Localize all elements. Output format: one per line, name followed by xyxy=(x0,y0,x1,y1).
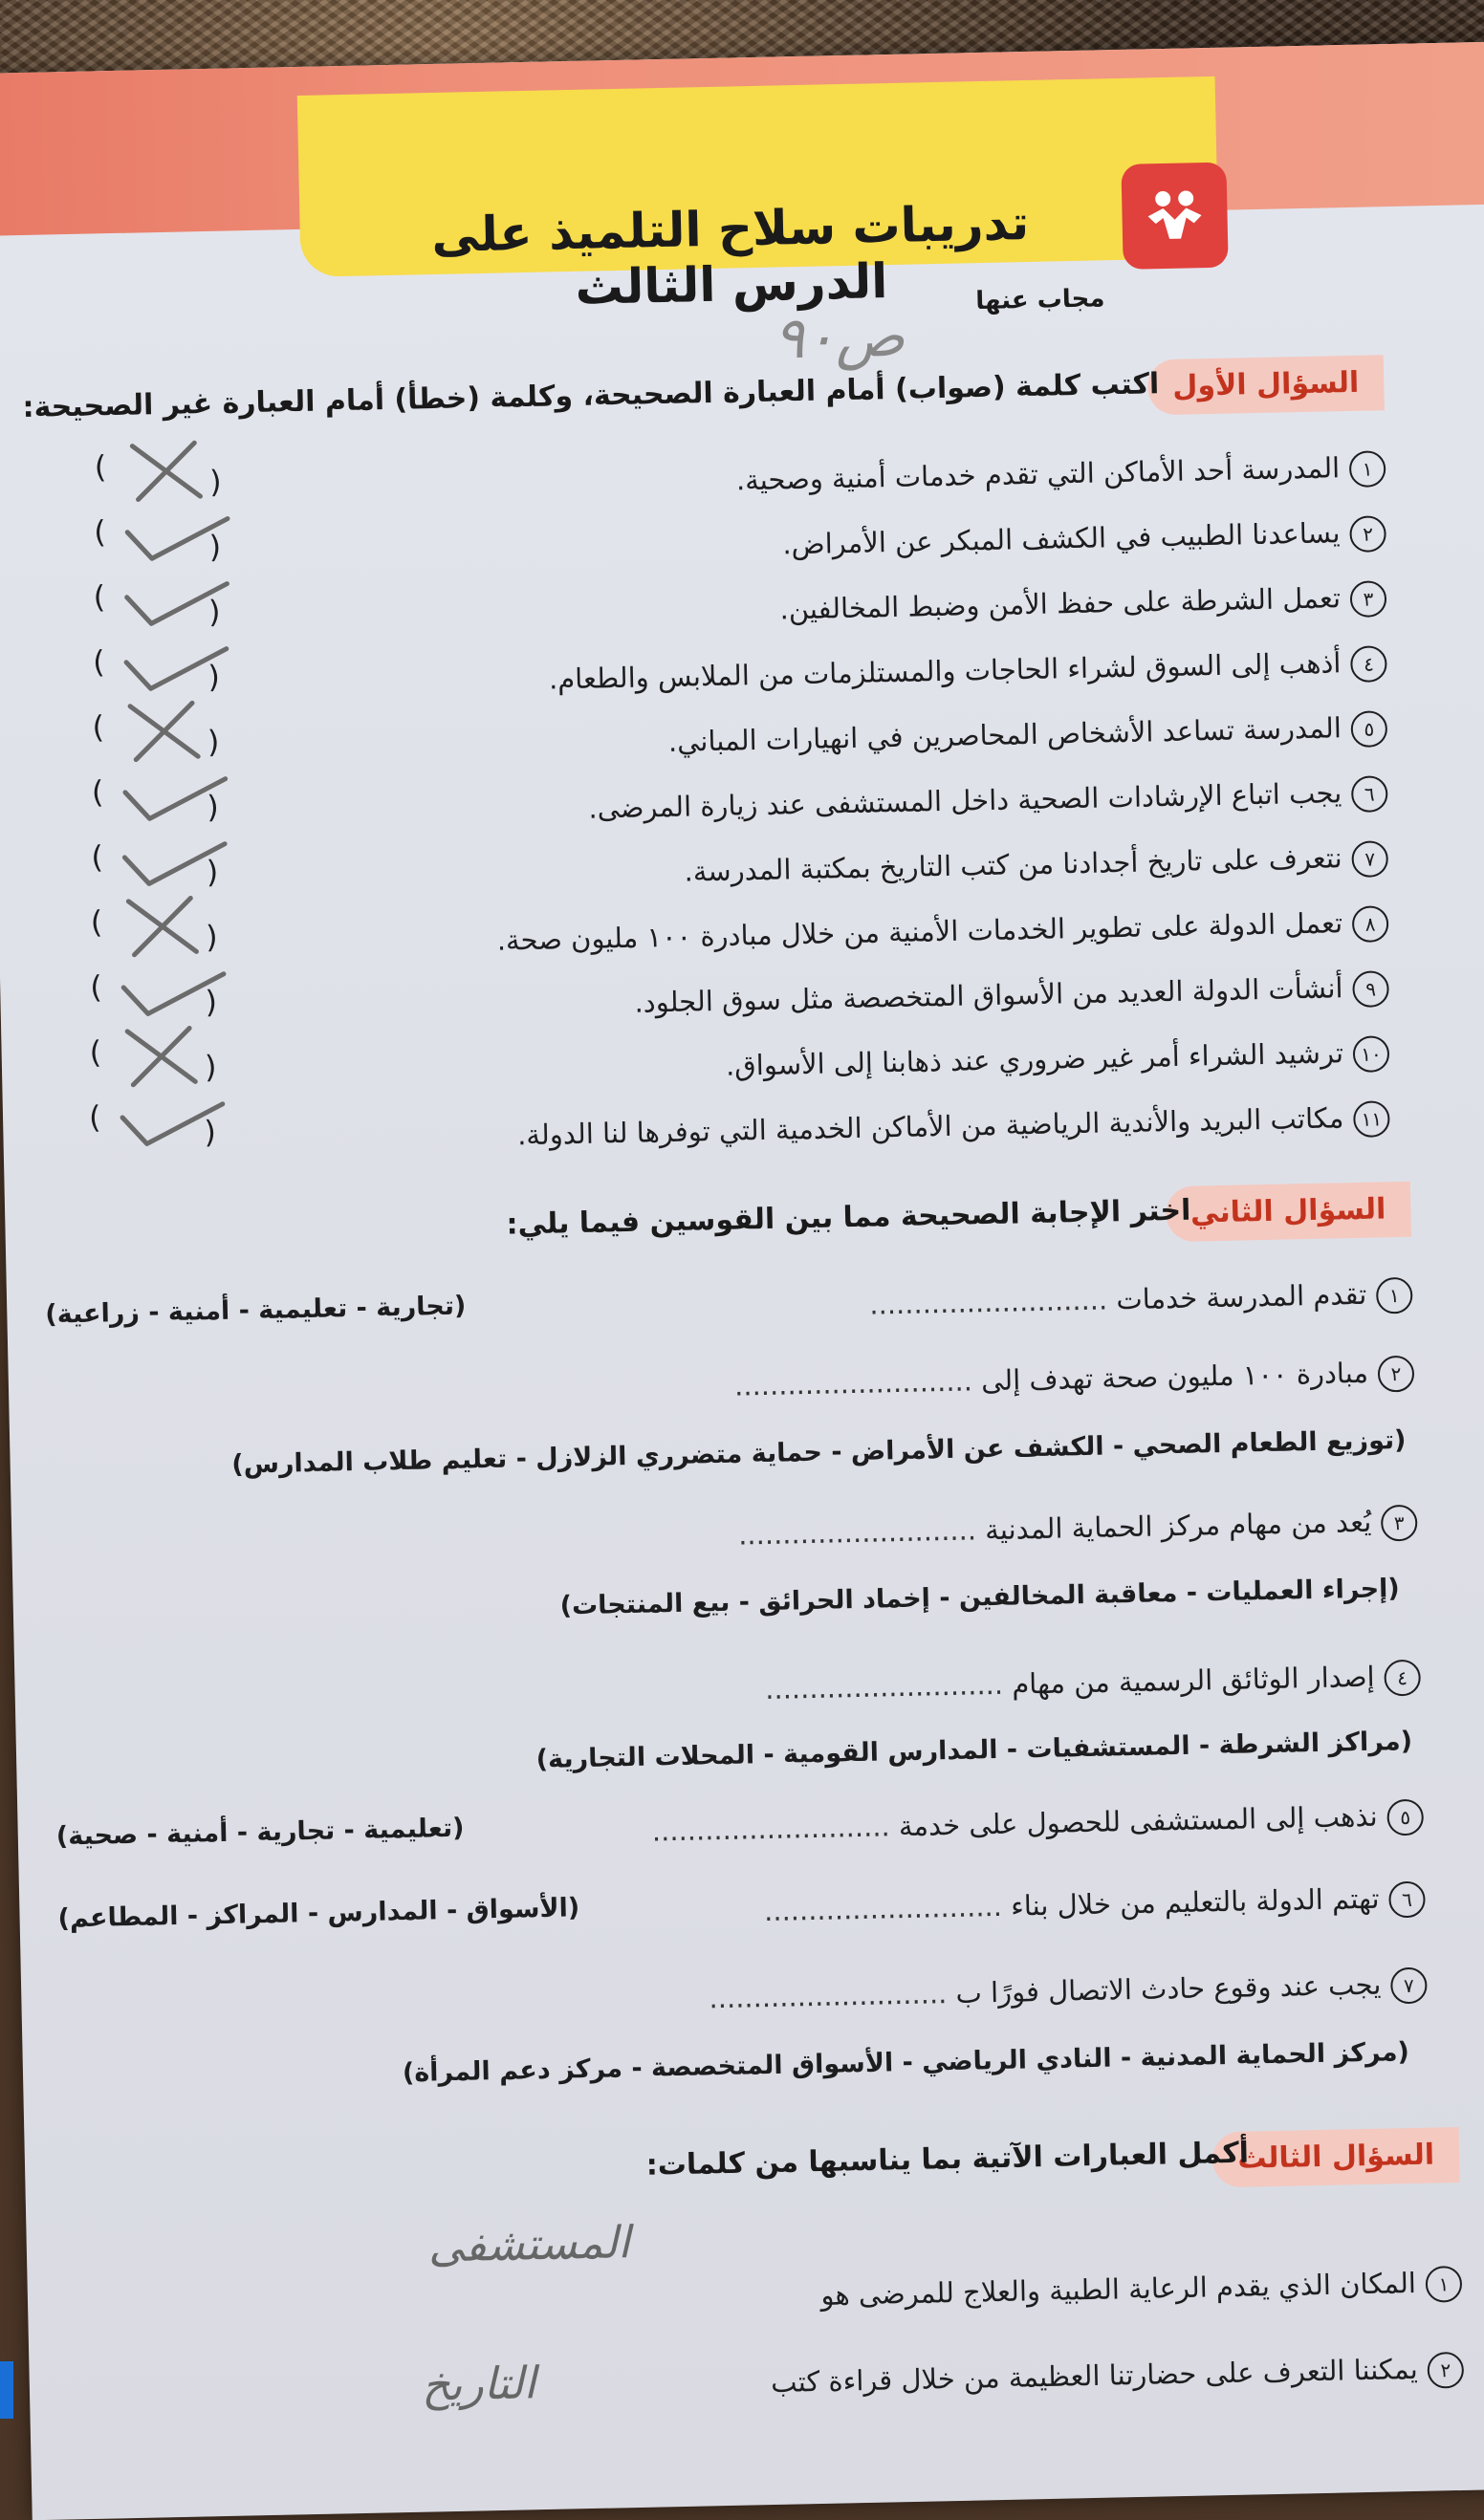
q2-item xyxy=(734,1356,1415,1406)
logo-icon xyxy=(1121,163,1228,270)
answer-paren-close: ) xyxy=(208,528,222,565)
item-number: ٣ xyxy=(1350,580,1387,618)
item-text: يجب اتباع الإرشادات الصحية داخل المستشفى عند زيارة المرضى. xyxy=(588,776,1342,825)
answer-paren-close: ) xyxy=(206,788,220,826)
cross-mark-icon xyxy=(109,892,234,962)
check-mark-icon xyxy=(109,957,234,1027)
item-text: مبادرة ١٠٠ مليون صحة تهدف إلى xyxy=(980,1356,1369,1398)
item-number: ١ xyxy=(1426,2266,1463,2303)
answer-paren-open: ( xyxy=(92,708,105,746)
answer-paren-close: ) xyxy=(208,463,223,500)
check-mark-icon xyxy=(113,501,238,571)
choice-options: (تجارية - تعليمية - أمنية - زراعية) xyxy=(45,1291,467,1330)
item-number: ٥ xyxy=(1350,710,1387,748)
answer-paren-open: ( xyxy=(90,903,103,941)
answer-paren-open: ( xyxy=(93,578,106,616)
item-text: يساعدنا الطبيب في الكشف المبكر عن الأمراض. xyxy=(782,516,1341,561)
choice-options: (توزيع الطعام الصحي - الكشف عن الأمراض - حماية متضرري الزلازل - تعليم طلاب المدارس) xyxy=(231,1424,1407,1480)
item-number: ١ xyxy=(1349,450,1386,488)
item-text: إصدار الوثائق الرسمية من مهام xyxy=(1011,1660,1375,1701)
handwritten-answer[interactable]: المستشفى xyxy=(427,2216,631,2272)
item-text: يجب عند وقوع حادث الاتصال فورًا ب xyxy=(955,1967,1382,2009)
answer-blank[interactable]: ........................... xyxy=(763,1889,1012,1928)
item-number: ٨ xyxy=(1352,905,1389,943)
item-text: المدرسة أحد الأماكن التي تقدم خدمات أمنية وصحية. xyxy=(735,451,1341,497)
answer-paren-open: ( xyxy=(91,773,104,811)
check-mark-icon xyxy=(111,631,236,701)
item-text: المكان الذي يقدم الرعاية الطبية والعلاج للمرضى هو xyxy=(820,2266,1417,2312)
answer-paren-close: ) xyxy=(206,853,219,891)
answer-paren-open: ( xyxy=(89,968,103,1006)
q1-item xyxy=(517,1100,1390,1155)
item-number: ١١ xyxy=(1353,1100,1390,1138)
item-text: المدرسة تساعد الأشخاص المحاصرين في انهيارات المباني. xyxy=(667,711,1342,758)
cross-mark-icon xyxy=(113,436,238,506)
page-subtitle: مجاب عنها xyxy=(975,284,1105,316)
answer-blank[interactable]: ........................... xyxy=(709,1976,956,2015)
q1-item xyxy=(668,710,1388,762)
workbook-page xyxy=(0,41,1484,2520)
item-text: تقدم المدرسة خدمات xyxy=(1116,1277,1367,1316)
answer-blank[interactable]: ........................... xyxy=(737,1513,986,1552)
choice-options: (مراكز الشرطة - المستشفيات - المدارس القومية - المحلات التجارية) xyxy=(535,1726,1413,1775)
q1-item xyxy=(726,1035,1390,1086)
q1-item xyxy=(588,775,1388,828)
answer-paren-close: ) xyxy=(205,918,219,956)
answer-paren-open: ( xyxy=(93,513,107,551)
q1-item xyxy=(549,645,1387,699)
page-title: تدريبات سلاح التلميذ على الدرس الثالث xyxy=(430,194,1030,315)
choice-options: (تعليمية - تجارية - أمنية - صحية) xyxy=(55,1813,465,1852)
q1-instruction: اكتب كلمة (صواب) أمام العبارة الصحيحة، وكلمة (خطأ) أمام العبارة غير الصحيحة: xyxy=(22,367,1160,425)
item-text: أذهب إلى السوق لشراء الحاجات والمستلزمات من الملابس والطعام. xyxy=(548,646,1342,696)
q1-item xyxy=(779,580,1386,629)
cross-mark-icon xyxy=(108,1022,233,1092)
q1-item xyxy=(736,450,1386,500)
answer-paren-open: ( xyxy=(88,1098,101,1136)
q2-item xyxy=(651,1799,1424,1852)
q2-item xyxy=(765,1660,1421,1709)
q2-item xyxy=(869,1277,1413,1325)
q2-item xyxy=(738,1505,1418,1555)
q3-instruction: أكمل العبارات الآتية بما يناسبها من كلمات: xyxy=(645,2136,1250,2183)
answer-blank[interactable]: ........................... xyxy=(733,1364,982,1402)
check-mark-icon xyxy=(110,826,235,896)
q3-item xyxy=(771,2352,1464,2402)
answer-paren-close: ) xyxy=(207,658,221,696)
check-mark-icon xyxy=(112,566,237,636)
answer-paren-open: ( xyxy=(90,838,104,876)
item-text: ترشيد الشراء أمر غير ضروري عند ذهابنا إلى الأسواق. xyxy=(725,1036,1344,1082)
item-number: ٧ xyxy=(1390,1967,1428,2005)
answer-blank[interactable]: ........................... xyxy=(651,1810,900,1848)
item-text: يمكننا التعرف على حضارتنا العظيمة من خلال قراءة كتب xyxy=(770,2352,1419,2400)
q3-label: السؤال الثالث xyxy=(1212,2127,1460,2187)
item-number: ٦ xyxy=(1388,1881,1426,1919)
q1-item xyxy=(634,970,1389,1023)
item-number: ٤ xyxy=(1350,645,1387,683)
item-number: ١ xyxy=(1376,1277,1413,1314)
q3-item xyxy=(820,2266,1462,2315)
check-mark-icon xyxy=(107,1087,232,1157)
item-number: ٢ xyxy=(1427,2352,1464,2389)
item-text: أنشأت الدولة العديد من الأسواق المتخصصة مثل سوق الجلود. xyxy=(634,971,1343,1019)
item-number: ٩ xyxy=(1352,970,1389,1008)
answer-paren-close: ) xyxy=(204,1113,217,1151)
choice-options: (إجراء العمليات - معاقبة المخالفين - إخماد الحرائق - بيع المنتجات) xyxy=(559,1574,1401,1621)
item-text: يُعد من مهام مركز الحماية المدنية xyxy=(984,1505,1372,1547)
answer-blank[interactable]: ........................... xyxy=(764,1667,1013,1706)
handwritten-answer[interactable]: التاريخ xyxy=(421,2357,536,2411)
item-number: ٤ xyxy=(1384,1660,1421,1697)
handwritten-page-number: ص٩٠ xyxy=(773,302,906,373)
item-number: ٧ xyxy=(1351,840,1388,878)
q2-item xyxy=(709,1967,1428,2019)
answer-blank[interactable]: ........................... xyxy=(868,1283,1117,1321)
answer-paren-close: ) xyxy=(207,593,221,630)
q2-label: السؤال الثاني xyxy=(1166,1182,1411,1242)
answer-paren-open: ( xyxy=(89,1033,102,1071)
q2-item xyxy=(764,1881,1426,1931)
item-number: ٢ xyxy=(1378,1356,1415,1393)
answer-paren-close: ) xyxy=(207,723,220,761)
answer-paren-close: ) xyxy=(204,1048,217,1086)
q1-item xyxy=(496,905,1388,961)
item-number: ٥ xyxy=(1386,1799,1424,1836)
item-number: ٦ xyxy=(1351,775,1388,813)
item-number: ٢ xyxy=(1349,515,1386,553)
q1-item xyxy=(782,515,1386,564)
item-text: نذهب إلى المستشفى للحصول على خدمة xyxy=(898,1799,1379,1843)
choice-options: (مركز الحماية المدنية - النادي الرياضي - الأسواق المتخصصة - مركز دعم المرأة) xyxy=(402,2037,1410,2089)
answer-paren-close: ) xyxy=(205,983,218,1021)
item-number: ٣ xyxy=(1381,1505,1418,1542)
choice-options: (الأسواق - المدارس - المراكز - المطاعم) xyxy=(57,1893,580,1934)
blue-marker-tab xyxy=(0,2361,13,2419)
answer-paren-open: ( xyxy=(94,448,107,486)
item-text: تعمل الشرطة على حفظ الأمن وضبط المخالفين. xyxy=(779,581,1342,626)
check-mark-icon xyxy=(110,761,235,831)
cross-mark-icon xyxy=(111,696,236,766)
q2-instruction: اختر الإجابة الصحيحة مما بين القوسين فيما يلي: xyxy=(506,1193,1191,1242)
item-text: تهتم الدولة بالتعليم من خلال بناء xyxy=(1010,1881,1380,1923)
item-text: نتعرف على تاريخ أجدادنا من كتب التاريخ بمكتبة المدرسة. xyxy=(684,841,1343,888)
item-number: ١٠ xyxy=(1353,1035,1390,1073)
item-text: مكاتب البريد والأندية الرياضية من الأماكن الخدمية التي توفرها لنا الدولة. xyxy=(516,1101,1344,1152)
q1-label: السؤال الأول xyxy=(1147,355,1385,415)
answer-paren-open: ( xyxy=(92,643,105,681)
item-text: تعمل الدولة على تطوير الخدمات الأمنية من خلال مبادرة ١٠٠ مليون صحة. xyxy=(496,906,1343,957)
q1-item xyxy=(684,840,1388,891)
